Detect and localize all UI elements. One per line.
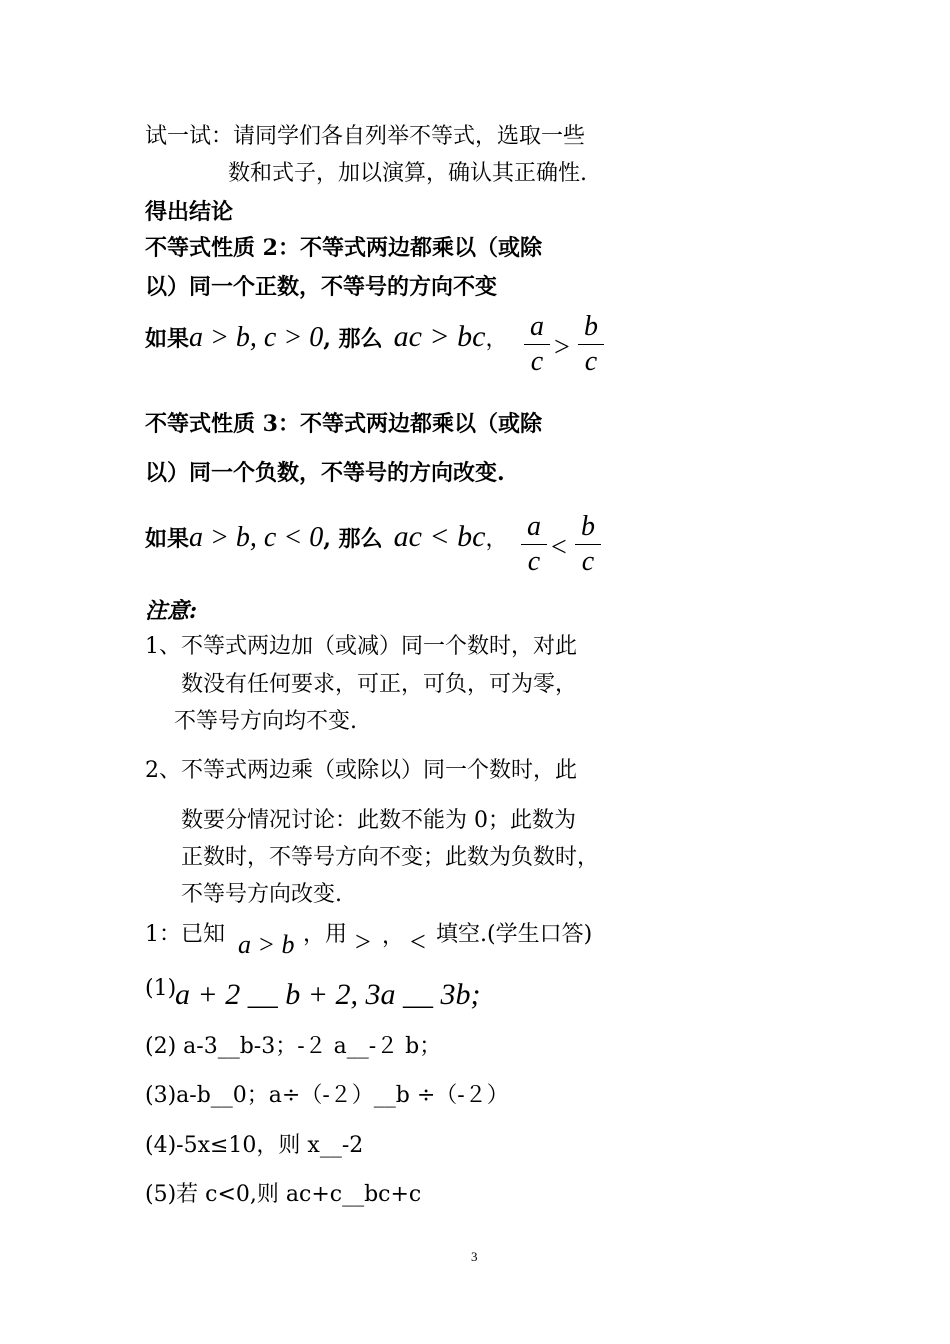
result-math: ac < bc bbox=[393, 520, 486, 553]
fraction-b-over-c: b c bbox=[578, 312, 604, 377]
exercise-intro-prefix: 1：已知 bbox=[145, 922, 225, 947]
exercise-comma: ， bbox=[382, 924, 405, 949]
note-item1-line-1: 1、不等式两边加（或减）同一个数时，对此 bbox=[145, 634, 577, 659]
fraction-b-over-c: b c bbox=[575, 512, 601, 577]
greater-than-symbol: > bbox=[355, 927, 371, 958]
separator: ， bbox=[485, 527, 508, 552]
if-word: 如果 bbox=[145, 526, 190, 552]
note-item1-line-2: 数没有任何要求，可正，可负，可为零， bbox=[181, 672, 578, 697]
then-word: , 那么 bbox=[323, 326, 383, 352]
question-5: (5)若 c<0,则 ac+c__bc+c bbox=[145, 1182, 422, 1207]
note-item2-line-1: 2、不等式两边乘（或除以）同一个数时，此 bbox=[145, 758, 577, 783]
result-math: ac > bc bbox=[393, 320, 486, 353]
exercise-intro-mid: ，用 bbox=[303, 922, 348, 947]
exercise-intro-suffix: 填空.(学生口答) bbox=[436, 922, 593, 947]
question-2: (2) a-3__b-3；-２ a__-２ b； bbox=[145, 1034, 442, 1059]
property2-line-1: 不等式性质 2：不等式两边都乘以（或除 bbox=[145, 235, 542, 261]
condition-math: a > b, c < 0 bbox=[189, 522, 324, 553]
property2-line-2: 以）同一个正数，不等号的方向不变 bbox=[145, 274, 498, 300]
exercise-intro-math: a > b bbox=[238, 930, 295, 959]
property3-line-2: 以）同一个负数，不等号的方向改变. bbox=[145, 460, 505, 486]
less-than-symbol: < bbox=[410, 927, 426, 958]
note-heading: 注意: bbox=[145, 598, 198, 624]
question-1-label: (1) bbox=[145, 976, 177, 1001]
note-item2-line-3: 正数时，不等号方向不变；此数为负数时， bbox=[181, 845, 600, 870]
note-item2-line-4: 不等号方向改变. bbox=[181, 882, 342, 907]
try-line-2: 数和式子，加以演算，确认其正确性. bbox=[228, 161, 587, 186]
question-1-math: a + 2 __ b + 2, 3a __ 3b; bbox=[175, 978, 481, 1011]
page-number: 3 bbox=[471, 1249, 478, 1264]
property3-formula bbox=[145, 522, 507, 555]
then-word: , 那么 bbox=[323, 526, 383, 552]
conclusion-heading: 得出结论 bbox=[145, 199, 234, 225]
property3-line-1: 不等式性质 3：不等式两边都乘以（或除 bbox=[145, 411, 542, 437]
if-word: 如果 bbox=[145, 326, 190, 352]
fraction-a-over-c: a c bbox=[524, 312, 550, 377]
condition-math: a > b, c > 0 bbox=[189, 322, 324, 353]
try-line-1: 试一试：请同学们各自列举不等式，选取一些 bbox=[145, 124, 586, 149]
separator: ， bbox=[485, 327, 508, 352]
note-item2-line-2: 数要分情况讨论：此数不能为 0；此数为 bbox=[181, 808, 576, 833]
fraction-operator: < bbox=[551, 532, 567, 563]
note-item1-line-3: 不等号方向均不变. bbox=[174, 709, 357, 734]
question-3: (3)a-b__0；a÷（-２）__b ÷（-２） bbox=[145, 1083, 509, 1108]
fraction-operator: > bbox=[554, 332, 570, 363]
property2-formula bbox=[145, 322, 507, 355]
question-4: (4)-5x≤10，则 x__-2 bbox=[145, 1133, 364, 1158]
fraction-a-over-c: a c bbox=[521, 512, 547, 577]
